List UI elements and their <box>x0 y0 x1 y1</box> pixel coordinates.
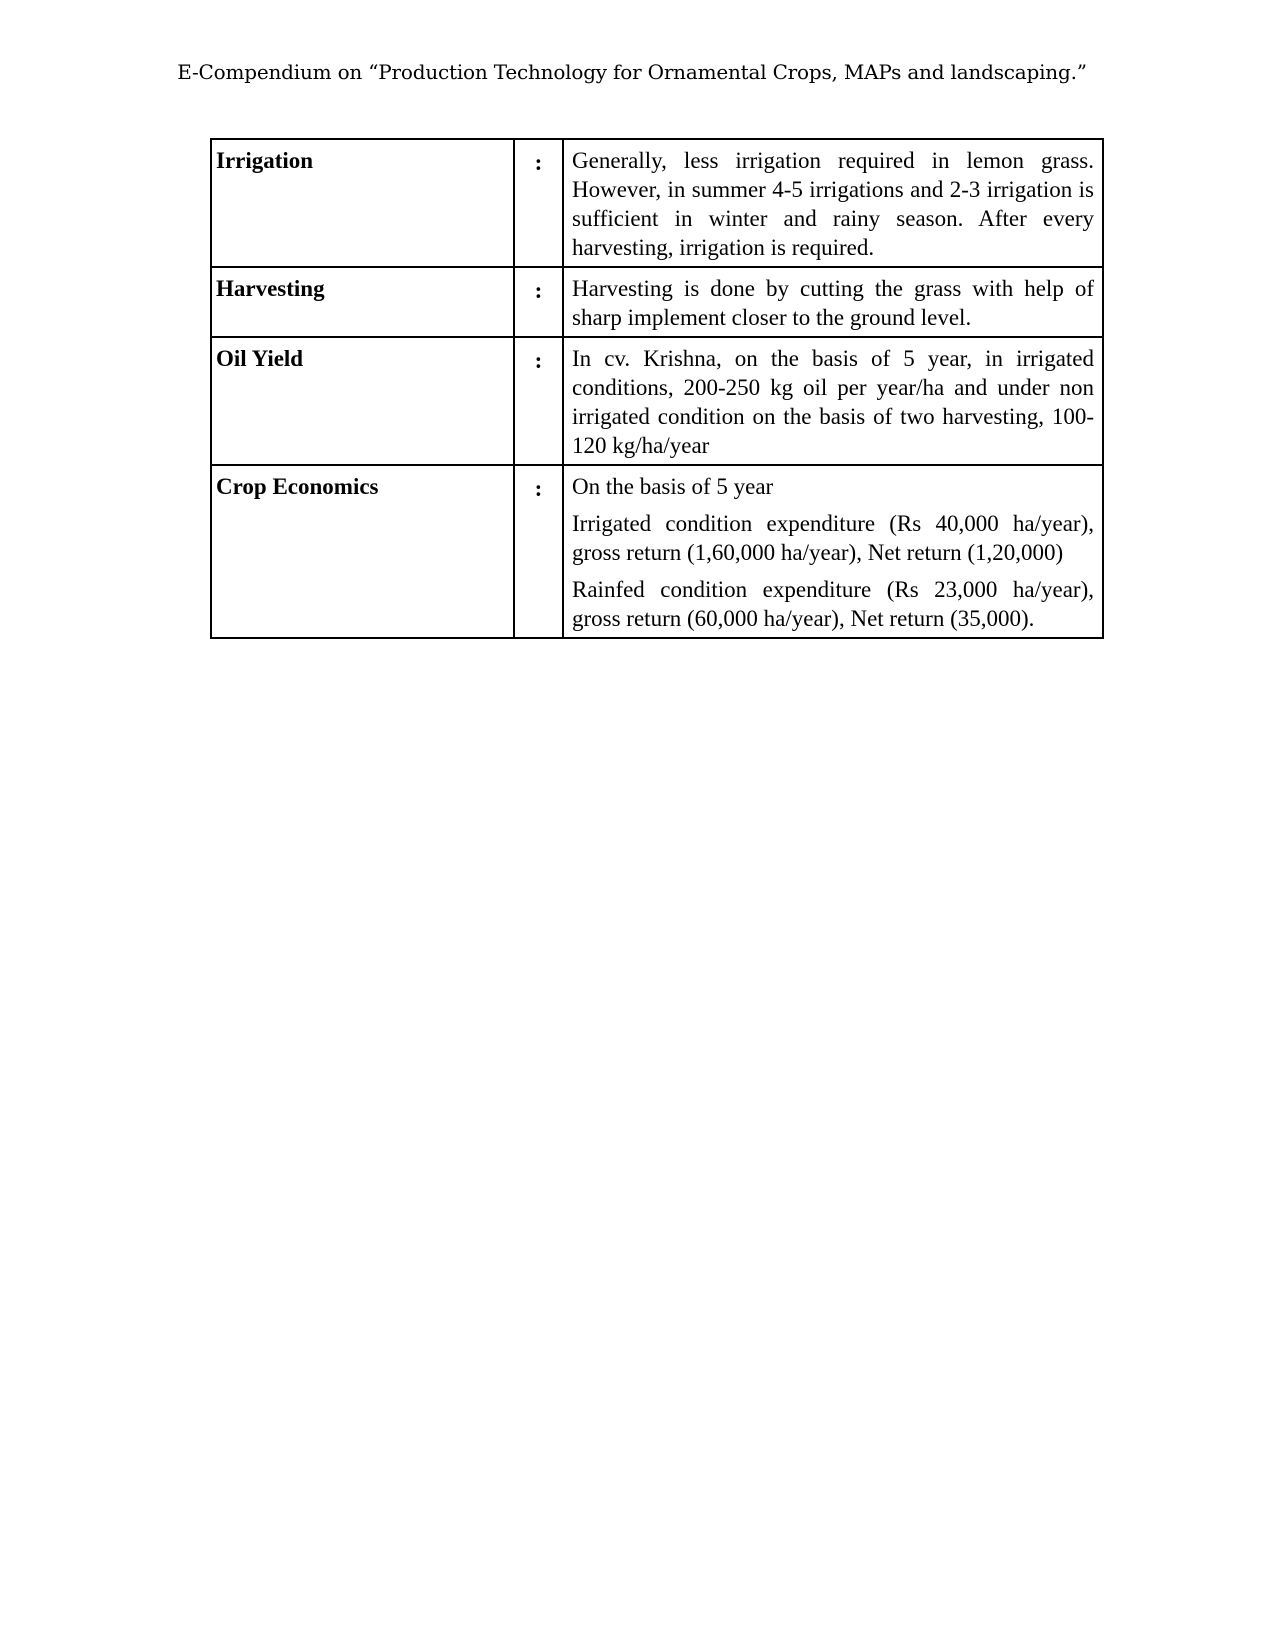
description-paragraph: In cv. Krishna, on the basis of 5 year, in irrigated conditions, 200-250 kg oil per year/ha and under non irrigated condition on the basis of two harvesting, 100-120 kg/ha/year <box>572 346 1094 458</box>
row-separator: : <box>514 465 563 638</box>
row-separator: : <box>514 139 563 267</box>
description-paragraph: Irrigated condition expenditure (Rs 40,000 ha/year), gross return (1,60,000 ha/year), Net return (1,20,000) <box>572 511 1094 565</box>
description-paragraph: Rainfed condition expenditure (Rs 23,000 ha/year), gross return (60,000 ha/year), Net return (35,000). <box>572 577 1094 631</box>
table-row-oil-yield <box>211 337 1103 465</box>
row-label: Irrigation <box>211 139 514 267</box>
page-header: E-Compendium on “Production Technology for Ornamental Crops, MAPs and landscaping.” <box>177 60 1087 84</box>
row-label: Harvesting <box>211 267 514 337</box>
table-row-harvesting <box>211 267 1103 337</box>
row-description <box>563 465 1103 638</box>
crop-info-table <box>210 138 1104 639</box>
row-description <box>563 267 1103 337</box>
description-paragraph: Harvesting is done by cutting the grass with help of sharp implement closer to the ground level. <box>572 276 1094 330</box>
table-row-irrigation <box>211 139 1103 267</box>
row-separator: : <box>514 267 563 337</box>
row-description <box>563 139 1103 267</box>
row-separator: : <box>514 337 563 465</box>
description-paragraph: Generally, less irrigation required in lemon grass. However, in summer 4-5 irrigations and 2-3 irrigation is sufficient in winter and rainy season. After every harvesting, irrigation is required. <box>572 148 1094 260</box>
table-row-crop-economics <box>211 465 1103 638</box>
row-description <box>563 337 1103 465</box>
description-paragraph: On the basis of 5 year <box>572 474 774 499</box>
row-label: Oil Yield <box>211 337 514 465</box>
row-label: Crop Economics <box>211 465 514 638</box>
